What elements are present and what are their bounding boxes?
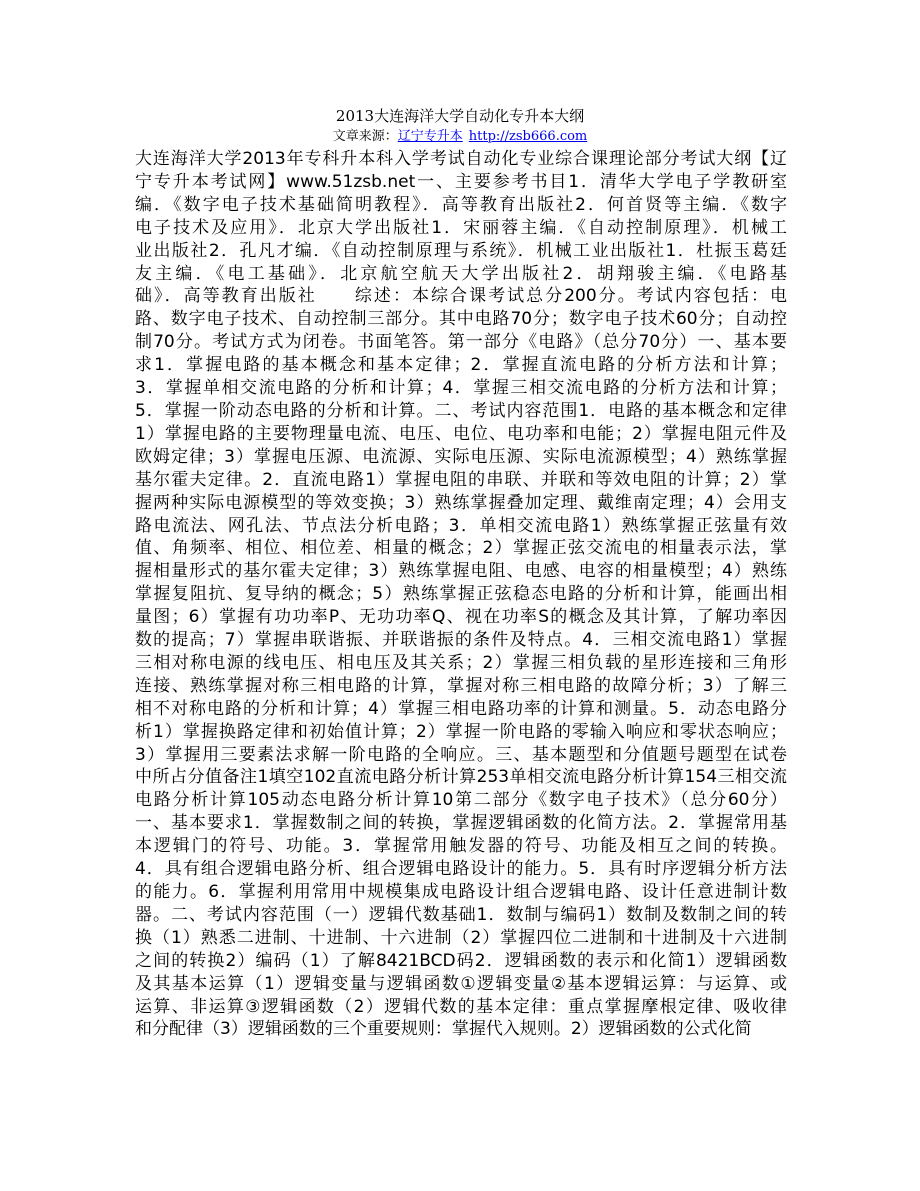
body-line: 握相量形式的基尔霍夫定律；3）熟练掌握电阻、电感、电容的相量模型；4）熟练 [135, 561, 787, 582]
body-line: 中所占分值备注1填空102直流电路分析计算253单相交流电路分析计算154三相交流 [135, 767, 787, 788]
body-line: 础》．高等教育出版社 综述：本综合课考试总分200分。考试内容包括：电 [135, 286, 787, 307]
body-line: 制70分。考试方式为闭卷。书面笔答。第一部分《电路》（总分70分）一、基本要 [135, 332, 787, 353]
body-line: 析1）掌握换路定律和初始值计算；2）掌握一阶电路的零输入响应和零状态响应； [135, 721, 787, 742]
body-line: 欧姆定律；3）掌握电压源、电流源、实际电压源、实际电流源模型；4）熟练掌握 [135, 446, 787, 467]
body-line: 本逻辑门的符号、功能。3．掌握常用触发器的符号、功能及相互之间的转换。 [135, 836, 787, 857]
body-line: 3）掌握用三要素法求解一阶电路的全响应。三、基本题型和分值题号题型在试卷 [135, 744, 787, 765]
body-line: 5．掌握一阶动态电路的分析和计算。二、考试内容范围1．电路的基本概念和定律 [135, 400, 787, 421]
body-line: 的能力。6．掌握利用常用中规模集成电路设计组合逻辑电路、设计任意进制计数 [135, 882, 787, 902]
body-line: 及其基本运算（1）逻辑变量与逻辑函数①逻辑变量②基本逻辑运算：与运算、或 [135, 973, 787, 994]
body-line: 换（1）熟悉二进制、十进制、十六进制（2）掌握四位二进制和十进制及十六进制 [135, 927, 787, 948]
body-line: 连接、熟练掌握对称三相电路的计算，掌握对称三相电路的故障分析；3）了解三 [135, 675, 787, 696]
source-label: 文章来源： [332, 129, 398, 144]
body-line: 之间的转换2）编码（1）了解8421BCD码2．逻辑函数的表示和化简1）逻辑函数 [135, 950, 787, 971]
body-line: 运算、非运算③逻辑函数（2）逻辑代数的基本定律：重点掌握摩根定律、吸收律 [135, 996, 787, 1017]
body-line: 3．掌握单相交流电路的分析和计算；4．掌握三相交流电路的分析方法和计算； [135, 378, 787, 399]
body-line: 和分配律（3）逻辑函数的三个重要规则：掌握代入规则。2）逻辑函数的公式化简 [135, 1019, 752, 1040]
source-link[interactable]: 辽宁专升本 [397, 129, 463, 144]
body-line: 三相对称电源的线电压、相电压及其关系；2）掌握三相负载的星形连接和三角形 [135, 652, 787, 673]
body-line: 4．具有组合逻辑电路分析、组合逻辑电路设计的能力。5．具有时序逻辑分析方法 [135, 859, 787, 880]
body-line: 宁专升本考试网】www.51zsb.net一、主要参考书目1．清华大学电子学教研室 [135, 171, 787, 192]
body-line: 业出版社2．孔凡才编．《自动控制原理与系统》．机械工业出版社1．杜振玉葛廷 [135, 240, 787, 261]
body-line: 电子技术及应用》．北京大学出版社1．宋丽蓉主编．《自动控制原理》．机械工 [135, 217, 787, 238]
body-line: 量图；6）掌握有功功率P、无功功率Q、视在功率S的概念及其计算，了解功率因 [135, 607, 787, 628]
body-line: 一、基本要求1．掌握数制之间的转换，掌握逻辑函数的化简方法。2．掌握常用基 [135, 813, 787, 834]
source-url-link[interactable]: http://zsb666.com [468, 129, 588, 144]
body-line: 路、数字电子技术、自动控制三部分。其中电路70分；数字电子技术60分；自动控 [135, 309, 787, 330]
body-line: 友主编．《电工基础》．北京航空航天大学出版社2．胡翔骏主编．《电路基 [135, 263, 787, 284]
body-line: 求1．掌握电路的基本概念和基本定律；2．掌握直流电路的分析方法和计算； [135, 355, 787, 376]
body-line: 1）掌握电路的主要物理量电流、电压、电位、电功率和电能；2）掌握电阻元件及 [135, 423, 787, 444]
body-line: 路电流法、网孔法、节点法分析电路；3．单相交流电路1）熟练掌握正弦量有效 [135, 515, 787, 536]
body-line: 握两种实际电源模型的等效变换；3）熟练掌握叠加定理、戴维南定理；4）会用支 [135, 492, 787, 513]
body-line: 数的提高；7）掌握串联谐振、并联谐振的条件及特点。4．三相交流电路1）掌握 [135, 630, 787, 651]
source-line [0, 129, 920, 145]
body-line: 大连海洋大学2013年专科升本科入学考试自动化专业综合课理论部分考试大纲【辽 [135, 149, 787, 169]
body-line: 基尔霍夫定律。2．直流电路1）掌握电阻的串联、并联和等效电阻的计算；2）掌 [135, 469, 787, 490]
body-line: 掌握复阻抗、复导纳的概念；5）熟练掌握正弦稳态电路的分析和计算，能画出相 [135, 584, 787, 605]
document-title: 2013大连海洋大学自动化专升本大纲 [335, 107, 585, 125]
body-line: 电路分析计算105动态电路分析计算10第二部分《数字电子技术》（总分60分） [135, 790, 787, 811]
body-line: 编．《数字电子技术基础简明教程》．高等教育出版社2．何首贤等主编．《数字 [135, 194, 787, 215]
body-line: 器。二、考试内容范围（一）逻辑代数基础1．数制与编码1）数制及数制之间的转 [135, 904, 787, 925]
document-body [135, 148, 787, 1041]
body-line: 值、角频率、相位、相位差、相量的概念；2）掌握正弦交流电的相量表示法，掌 [135, 538, 787, 559]
body-line: 相不对称电路的分析和计算；4）掌握三相电路功率的计算和测量。5．动态电路分 [135, 698, 787, 719]
